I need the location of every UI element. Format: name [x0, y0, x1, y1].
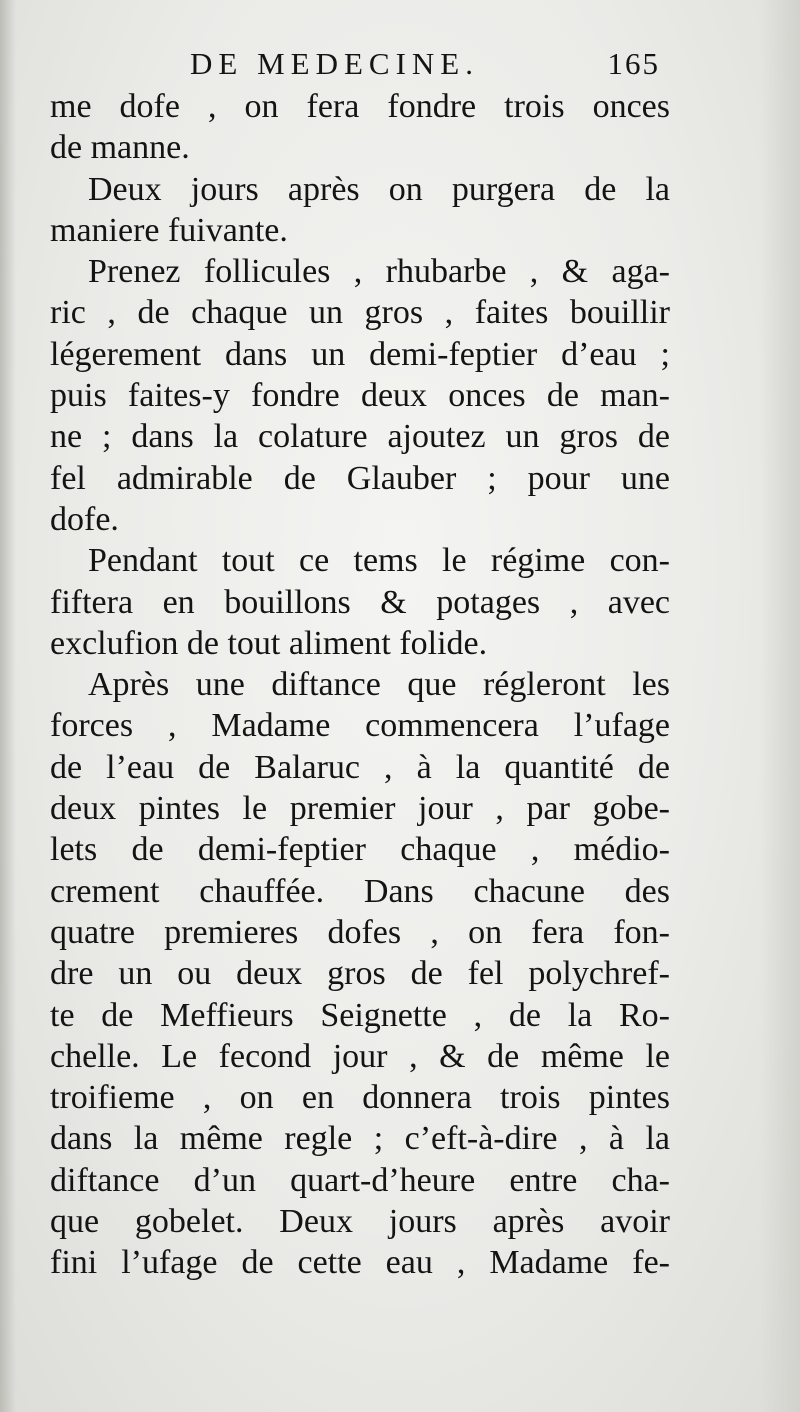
- text-line: dre un ou deux gros de fel polychref-: [50, 955, 670, 993]
- text-line: maniere fuivante.: [50, 211, 288, 249]
- text-line: fini l’ufage de cette eau , Madame fe-: [50, 1244, 670, 1282]
- text-line: de l’eau de Balaruc , à la quantité de: [50, 748, 670, 786]
- text-line: ric , de chaque un gros , faites bouillir: [50, 294, 670, 332]
- text-line: Pendant tout ce tems le régime con-: [88, 542, 670, 580]
- text-line: diftance d’un quart-d’heure entre cha-: [50, 1161, 670, 1199]
- text-line: que gobelet. Deux jours après avoir: [50, 1203, 670, 1241]
- page-number: 165: [607, 46, 660, 81]
- text-line: Prenez follicules , rhubarbe , & aga-: [88, 253, 670, 291]
- text-line: puis faites-y fondre deux onces de man-: [50, 377, 670, 415]
- text-line: dans la même regle ; c’eft-à-dire , à la: [50, 1120, 670, 1158]
- text-line: quatre premieres dofes , on fera fon-: [50, 913, 670, 951]
- text-line: deux pintes le premier jour , par gobe-: [50, 790, 670, 828]
- text-line: Après une diftance que régleront les: [88, 666, 670, 704]
- page-edge-shadow-right: [760, 0, 800, 1412]
- text-line: de manne.: [50, 129, 190, 167]
- text-line: Deux jours après on purgera de la: [88, 170, 670, 208]
- text-line: troifieme , on en donnera trois pintes: [50, 1079, 670, 1117]
- body-text: [50, 86, 670, 1284]
- text-line: me dofe , on fera fondre trois onces: [50, 88, 670, 125]
- page-edge-shadow-left: [0, 0, 16, 1412]
- text-line: exclufion de tout aliment folide.: [50, 624, 488, 662]
- text-line: chelle. Le fecond jour , & de même le: [50, 1037, 670, 1075]
- text-line: ne ; dans la colature ajoutez un gros de: [50, 418, 670, 456]
- text-line: légerement dans un demi-feptier d’eau ;: [50, 335, 670, 373]
- text-line: crement chauffée. Dans chacune des: [50, 872, 670, 910]
- text-line: lets de demi-feptier chaque , médio-: [50, 831, 670, 869]
- text-line: dofe.: [50, 500, 119, 538]
- text-line: fiftera en bouillons & potages , avec: [50, 583, 670, 621]
- running-title: DE MEDECINE.: [190, 46, 479, 81]
- text-line: forces , Madame commencera l’ufage: [50, 707, 670, 745]
- text-line: te de Meffieurs Seignette , de la Ro-: [50, 996, 670, 1034]
- running-head: [190, 46, 660, 86]
- text-line: fel admirable de Glauber ; pour une: [50, 459, 670, 497]
